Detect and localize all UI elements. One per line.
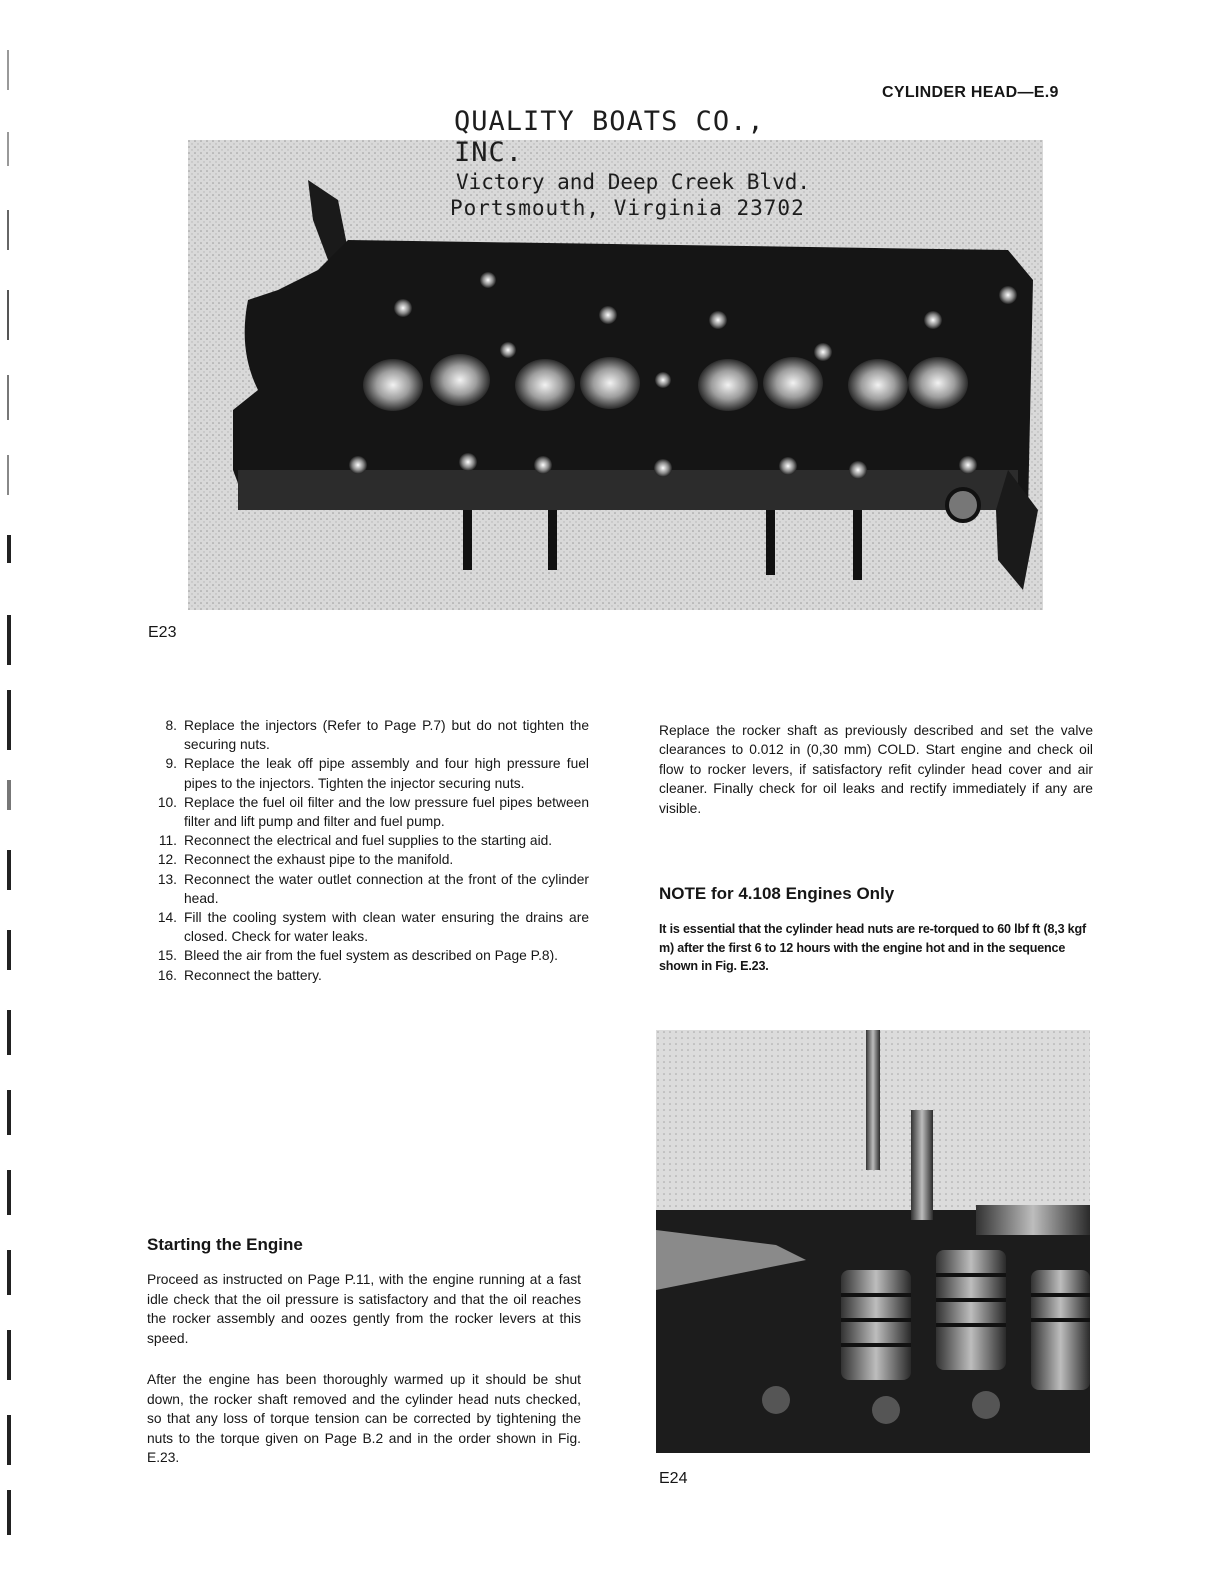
step-number: 16. xyxy=(157,967,177,983)
step-text: Bleed the air from the fuel system as described on Page P.8). xyxy=(184,948,558,964)
procedure-steps xyxy=(147,716,589,985)
step-text: Reconnect the water outlet connection at the front of the cylinder head. xyxy=(184,871,589,906)
step-item xyxy=(147,908,589,946)
step-item xyxy=(147,946,589,965)
step-number: 13. xyxy=(157,871,177,887)
note-text: It is essential that the cylinder head nuts are re-torqued to 60 lbf ft (8,3 kgf m) after the first 6 to 12 hours with the engine hot and in the sequence shown in Fig. E.23. xyxy=(659,922,1086,973)
step-number: 14. xyxy=(157,910,177,926)
step-number: 10. xyxy=(157,794,177,810)
stamp-company: QUALITY BOATS CO., INC. xyxy=(454,106,765,168)
step-text: Replace the leak off pipe assembly and four high pressure fuel pipes to the injectors. Tighten the injector securing nuts. xyxy=(184,756,589,791)
step-text: Reconnect the battery. xyxy=(184,967,322,983)
step-number: 12. xyxy=(157,852,177,868)
step-text: Reconnect the exhaust pipe to the manifold. xyxy=(184,852,454,868)
step-item xyxy=(147,850,589,869)
step-item xyxy=(147,966,589,985)
step-item xyxy=(147,870,589,908)
figure-label-e24: E24 xyxy=(659,1470,688,1487)
section-header: CYLINDER HEAD—E.9 xyxy=(882,84,1059,101)
stamp-city: Portsmouth, Virginia 23702 xyxy=(450,196,805,220)
step-text: Reconnect the electrical and fuel supplies to the starting aid. xyxy=(184,833,553,849)
step-number: 15. xyxy=(157,948,177,964)
step-text: Fill the cooling system with clean water ensuring the drains are closed. Check for water leaks. xyxy=(184,910,589,945)
stamp-street: Victory and Deep Creek Blvd. xyxy=(456,170,811,194)
step-item xyxy=(147,754,589,792)
rocker-shaft-paragraph: Replace the rocker shaft as previously described and set the valve clearances to 0.012 in (0,30 mm) COLD. Start engine and check oil flow to rocker levers, if satisfactory refit cylinder head cover and air cleaner. Finally check for oil leaks and rectify immediately if any are visible. xyxy=(659,723,1093,816)
step-number: 9. xyxy=(165,756,177,772)
step-item xyxy=(147,716,589,754)
step-item xyxy=(147,793,589,831)
figure-label-e23: E23 xyxy=(148,624,177,641)
note-heading: NOTE for 4.108 Engines Only xyxy=(659,884,895,903)
binding-edge xyxy=(4,40,18,1540)
starting-paragraph-1: Proceed as instructed on Page P.11, with the engine running at a fast idle check that the oil pressure is satisfactory and that the oil reaches the rocker assembly and oozes gently from the rocker levers at this speed. xyxy=(147,1272,581,1346)
valve-spring-photo xyxy=(656,1030,1090,1453)
step-item xyxy=(147,831,589,850)
dealer-stamp xyxy=(436,106,836,220)
step-number: 11. xyxy=(158,833,177,849)
step-text: Replace the fuel oil filter and the low pressure fuel pipes between filter and lift pump and filter and fuel pump. xyxy=(184,794,589,830)
starting-heading: Starting the Engine xyxy=(147,1235,303,1254)
starting-paragraph-2: After the engine has been thoroughly warmed up it should be shut down, the rocker shaft removed and the cylinder head nuts checked, so that any loss of torque tension can be corrected by tightening the nuts to the torque given on Page B.2 and in the order shown in Fig. E.23. xyxy=(147,1372,581,1466)
step-text: Replace the injectors (Refer to Page P.7) but do not tighten the securing nuts. xyxy=(184,718,589,753)
step-number: 8. xyxy=(165,718,177,733)
